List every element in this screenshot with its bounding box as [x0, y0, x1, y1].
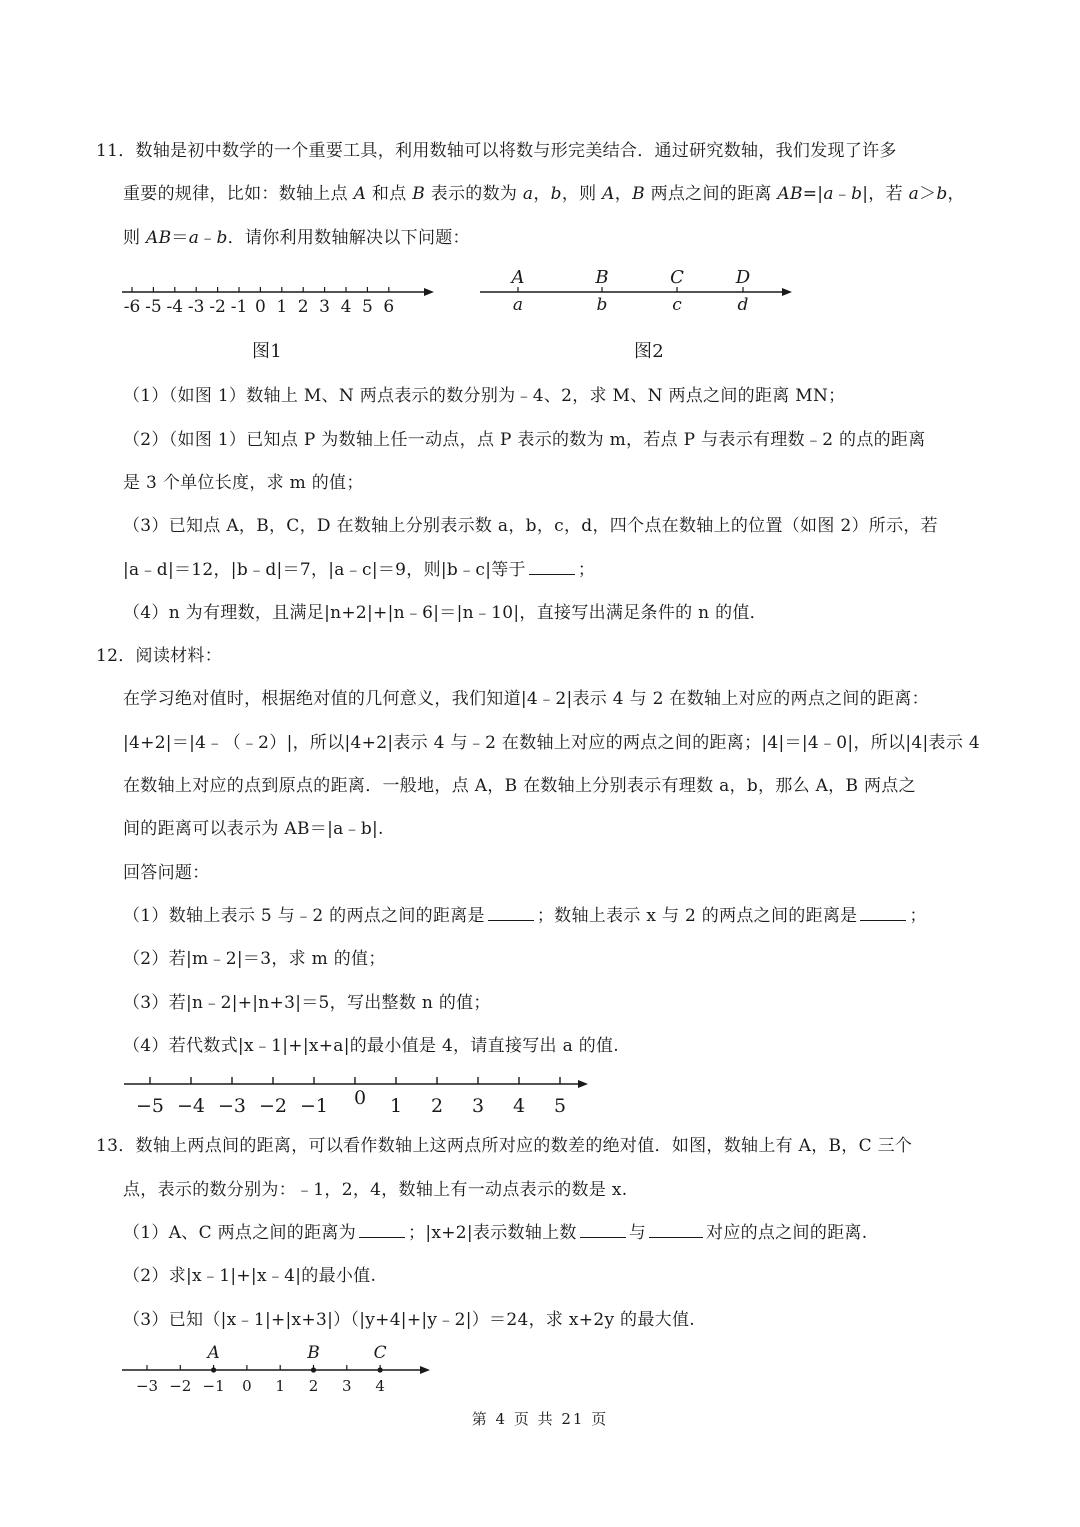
- point-label: B: [307, 1343, 320, 1363]
- figure-1-caption: 图1: [252, 341, 283, 362]
- q11-line-1: 11．数轴是初中数学的一个重要工具，利用数轴可以将数与形完美结合．通过研究数轴，我们发现了许多: [96, 141, 897, 161]
- q12-part-4: （4）若代数式|x﹣1|+|x+a|的最小值是 4，请直接写出 a 的值.: [123, 1036, 620, 1056]
- q13-part-1: （1）A、C 两点之间的距离为 ；|x+2|表示数轴上数 与 对应的点之间的距离.: [123, 1223, 868, 1243]
- axis-arrow-icon: [578, 1080, 588, 1088]
- axis-arrow-icon: [782, 288, 792, 296]
- tick-label: -2: [209, 297, 226, 317]
- figure-2-number-line: [478, 266, 798, 316]
- q12-title: 12．阅读材料：: [96, 646, 223, 666]
- q11-part-3-b: |a﹣d|＝12，|b﹣d|＝7，|a﹣c|＝9，则|b﹣c|等于 ；: [123, 560, 596, 580]
- tick-label: 3: [319, 297, 331, 317]
- point-label: B: [595, 267, 609, 288]
- q12-material-1: 在学习绝对值时，根据绝对值的几何意义，我们知道|4﹣2|表示 4 与 2 在数轴上对应的两点之间的距离：: [123, 689, 929, 709]
- tick-label: −2: [258, 1095, 288, 1117]
- tick-label: 1: [389, 1095, 403, 1117]
- tick-label: 1: [276, 297, 288, 317]
- tick-label: −3: [135, 1377, 159, 1395]
- q13-part-3: （3）已知（|x﹣1|+|x+3|）（|y+4|+|y﹣2|）＝24，求 x+2y 的最大值.: [123, 1310, 695, 1330]
- q11-part-1: （1）（如图 1）数轴上 M、N 两点表示的数分别为﹣4、2，求 M、N 两点之间的距离 MN；: [123, 386, 846, 406]
- q12-part-3: （3）若|n﹣2|+|n+3|＝5，写出整数 n 的值；: [123, 993, 491, 1013]
- tick-label: -4: [166, 297, 184, 317]
- q11-part-4: （4）n 为有理数，且满足|n+2|+|n﹣6|＝|n﹣10|，直接写出满足条件的 n 的值．: [123, 603, 767, 623]
- tick-label: −4: [176, 1095, 206, 1117]
- tick-label: 5: [361, 297, 373, 317]
- tick-label: 2: [297, 297, 309, 317]
- point-value-label: d: [737, 295, 749, 315]
- tick-label: −2: [169, 1377, 192, 1395]
- point-value-label: a: [512, 295, 524, 315]
- q13-line-2: 点，表示的数分别为：﹣1，2，4，数轴上有一动点表示的数是 x.: [123, 1180, 628, 1200]
- q12-material-2: |4+2|＝|4﹣（﹣2）|，所以|4+2|表示 4 与﹣2 在数轴上对应的两点之间的距离；|4|＝|4﹣0|，所以|4|表示 4: [123, 733, 980, 753]
- tick-label: 4: [512, 1095, 526, 1117]
- tick-label: 4: [340, 297, 352, 317]
- tick-label: −1: [299, 1095, 329, 1117]
- q12-ask: 回答问题：: [123, 863, 210, 883]
- tick-label: 6: [383, 297, 395, 317]
- tick-label: 1: [275, 1377, 285, 1395]
- tick-label: 0: [254, 297, 266, 317]
- answer-blank[interactable]: [649, 1221, 703, 1238]
- tick-label: 2: [308, 1377, 319, 1395]
- tick-label: 0: [353, 1087, 367, 1109]
- tick-label: −1: [202, 1377, 225, 1395]
- answer-blank[interactable]: [359, 1221, 405, 1238]
- q12-part-2: （2）若|m﹣2|＝3，求 m 的值；: [123, 949, 386, 969]
- point-label: D: [735, 267, 751, 288]
- page-footer: 第 4 页 共 21 页: [471, 1410, 609, 1428]
- answer-blank[interactable]: [488, 904, 534, 921]
- tick-label: -5: [145, 297, 162, 317]
- tick-label: 4: [375, 1377, 385, 1395]
- tick-label: -3: [187, 297, 205, 317]
- tick-label: 5: [553, 1095, 567, 1117]
- q13-part-2: （2）求|x﹣1|+|x﹣4|的最小值.: [123, 1266, 377, 1286]
- axis-arrow-icon: [420, 1366, 430, 1374]
- q11-line-2: 重要的规律，比如：数轴上点 A 和点 B 表示的数为 a，b，则 A，B 两点之间的距离 AB=|a﹣b|，若 a＞b，: [123, 184, 965, 204]
- tick-label: 2: [430, 1095, 444, 1117]
- tick-label: −5: [135, 1095, 165, 1117]
- q12-number-line: [120, 1070, 600, 1120]
- tick-label: -6: [123, 297, 141, 317]
- tick-label: 3: [471, 1095, 485, 1117]
- axis-arrow-icon: [424, 288, 434, 296]
- q11-part-2-b: 是 3 个单位长度，求 m 的值；: [123, 473, 364, 493]
- tick-label: -1: [230, 297, 248, 317]
- point-marker: [311, 1367, 316, 1372]
- figure-2-caption: 图2: [634, 341, 665, 362]
- point-marker: [378, 1367, 383, 1372]
- point-value-label: b: [596, 295, 608, 315]
- point-label: C: [670, 267, 684, 288]
- q11-part-2-a: （2）（如图 1）已知点 P 为数轴上任一动点，点 P 表示的数为 m，若点 P 与表示有理数﹣2 的点的距离: [123, 430, 926, 450]
- point-marker: [211, 1367, 216, 1372]
- figure-1-number-line: [120, 278, 440, 318]
- point-label: A: [207, 1343, 220, 1363]
- q12-part-1: （1）数轴上表示 5 与﹣2 的两点之间的距离是 ；数轴上表示 x 与 2 的两点之间的距离是 ；: [123, 906, 927, 926]
- q12-material-3: 在数轴上对应的点到原点的距离．一般地，点 A，B 在数轴上分别表示有理数 a，b，那么 A，B 两点之: [123, 776, 916, 796]
- q13-line-1: 13．数轴上两点间的距离，可以看作数轴上这两点所对应的数差的绝对值．如图，数轴上有 A，B，C 三个: [96, 1136, 913, 1156]
- tick-label: 0: [242, 1377, 252, 1395]
- answer-blank[interactable]: [529, 558, 575, 575]
- q11-line-3: 则 AB＝a﹣b．请你利用数轴解决以下问题：: [123, 228, 470, 248]
- point-label: C: [373, 1343, 387, 1363]
- point-label: A: [511, 267, 525, 288]
- tick-label: −3: [217, 1095, 247, 1117]
- answer-blank[interactable]: [580, 1221, 626, 1238]
- q12-material-4: 间的距离可以表示为 AB＝|a﹣b|.: [123, 819, 384, 839]
- tick-label: 3: [342, 1377, 352, 1395]
- q13-number-line: [120, 1340, 440, 1394]
- point-value-label: c: [672, 295, 682, 315]
- q11-part-3-a: （3）已知点 A，B，C，D 在数轴上分别表示数 a，b，c，d，四个点在数轴上的位置（如图 2）所示，若: [123, 516, 938, 536]
- answer-blank[interactable]: [860, 904, 906, 921]
